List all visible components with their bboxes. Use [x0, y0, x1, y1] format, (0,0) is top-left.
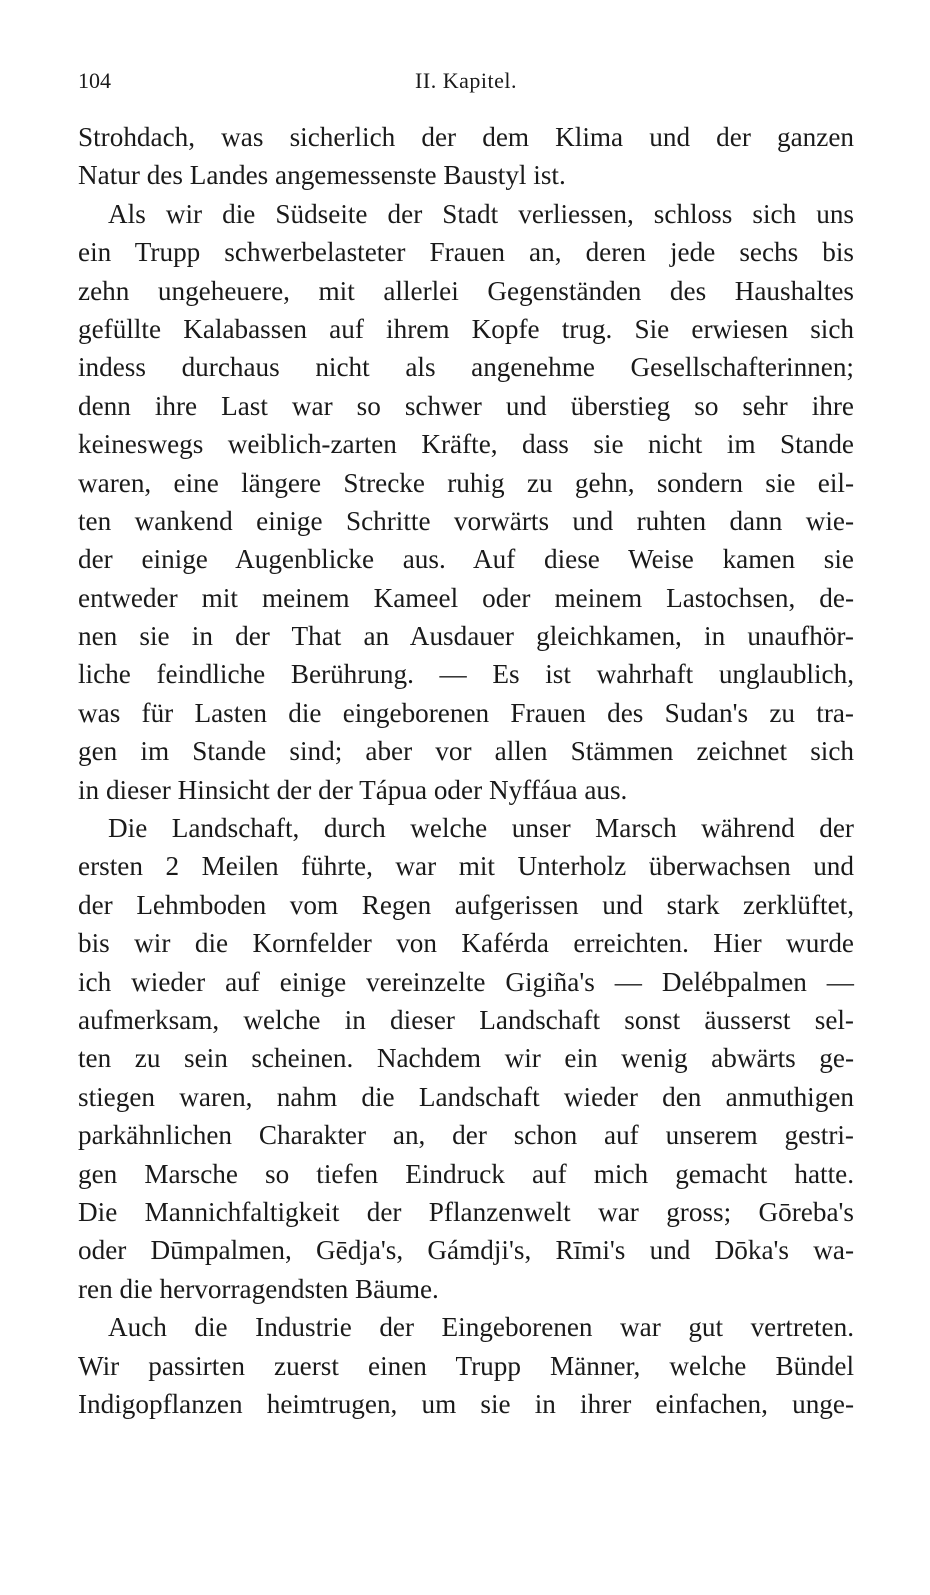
text-line: in dieser Hinsicht der der Tápua oder Nyffáua aus.: [78, 774, 628, 805]
text-line: aufmerksam, welche in dieser Landschaft sonst äusserst sel-: [78, 1004, 854, 1035]
text-line: entweder mit meinem Kameel oder meinem Lastochsen, de-: [78, 582, 854, 613]
paragraph: [78, 118, 854, 195]
text-line: Natur des Landes angemessenste Baustyl ist.: [78, 160, 566, 191]
text-line: ein Trupp schwerbelasteter Frauen an, deren jede sechs bis: [78, 237, 854, 268]
text-line: oder Dūmpalmen, Gēdja's, Gámdji's, Rīmi's und Dōka's wa-: [78, 1235, 854, 1266]
text-line: Strohdach, was sicherlich der dem Klima und der ganzen: [78, 122, 854, 152]
text-line: zehn ungeheuere, mit allerlei Gegenständen des Haushaltes: [78, 275, 854, 306]
paragraph: [78, 1308, 854, 1423]
book-page: [78, 66, 854, 1423]
page-header: [78, 66, 854, 96]
text-line: stiegen waren, nahm die Landschaft wieder den anmuthigen: [78, 1081, 854, 1112]
text-line: parkähnlichen Charakter an, der schon auf unserem gestri-: [78, 1120, 854, 1151]
text-line: gen Marsche so tiefen Eindruck auf mich gemacht hatte.: [78, 1158, 854, 1189]
running-title: II. Kapitel.: [415, 68, 517, 93]
text-line: Die Landschaft, durch welche unser Marsch während der: [108, 813, 854, 844]
text-line: Die Mannichfaltigkeit der Pflanzenwelt war gross; Gōreba's: [78, 1196, 854, 1227]
text-line: ren die hervorragendsten Bäume.: [78, 1273, 439, 1304]
text-line: keineswegs weiblich-zarten Kräfte, dass sie nicht im Stande: [78, 429, 854, 460]
text-line: ten zu sein scheinen. Nachdem wir ein wenig abwärts ge-: [78, 1043, 854, 1074]
text-line: der Lehmboden vom Regen aufgerissen und stark zerklüftet,: [78, 889, 854, 920]
text-line: Als wir die Südseite der Stadt verliessen, schloss sich uns: [108, 198, 854, 229]
text-line: waren, eine längere Strecke ruhig zu gehn, sondern sie eil-: [78, 467, 854, 498]
text-line: indess durchaus nicht als angenehme Gesellschafterinnen;: [78, 352, 854, 383]
paragraph: [78, 809, 854, 1308]
text-line: denn ihre Last war so schwer und überstieg so sehr ihre: [78, 390, 854, 421]
text-line: Wir passirten zuerst einen Trupp Männer, welche Bündel: [78, 1350, 854, 1381]
body-text: [78, 118, 854, 1423]
text-line: Indigopflanzen heimtrugen, um sie in ihrer einfachen, unge-: [78, 1388, 854, 1419]
text-line: bis wir die Kornfelder von Kaférda erreichten. Hier wurde: [78, 928, 854, 959]
text-line: was für Lasten die eingeborenen Frauen des Sudan's zu tra-: [78, 697, 854, 728]
text-line: Auch die Industrie der Eingeborenen war gut vertreten.: [108, 1312, 854, 1343]
text-line: ten wankend einige Schritte vorwärts und ruhten dann wie-: [78, 505, 854, 536]
paragraph: [78, 195, 854, 809]
text-line: gen im Stande sind; aber vor allen Stämmen zeichnet sich: [78, 736, 854, 767]
text-line: ich wieder auf einige vereinzelte Gigiña's — Delébpalmen —: [78, 966, 854, 997]
text-line: liche feindliche Berührung. — Es ist wahrhaft unglaublich,: [78, 659, 854, 690]
text-line: ersten 2 Meilen führte, war mit Unterholz überwachsen und: [78, 851, 854, 882]
text-line: der einige Augenblicke aus. Auf diese Weise kamen sie: [78, 544, 854, 575]
text-line: nen sie in der That an Ausdauer gleichkamen, in unaufhör-: [78, 621, 854, 652]
text-line: gefüllte Kalabassen auf ihrem Kopfe trug. Sie erwiesen sich: [78, 313, 854, 344]
page-number: 104: [78, 68, 111, 93]
